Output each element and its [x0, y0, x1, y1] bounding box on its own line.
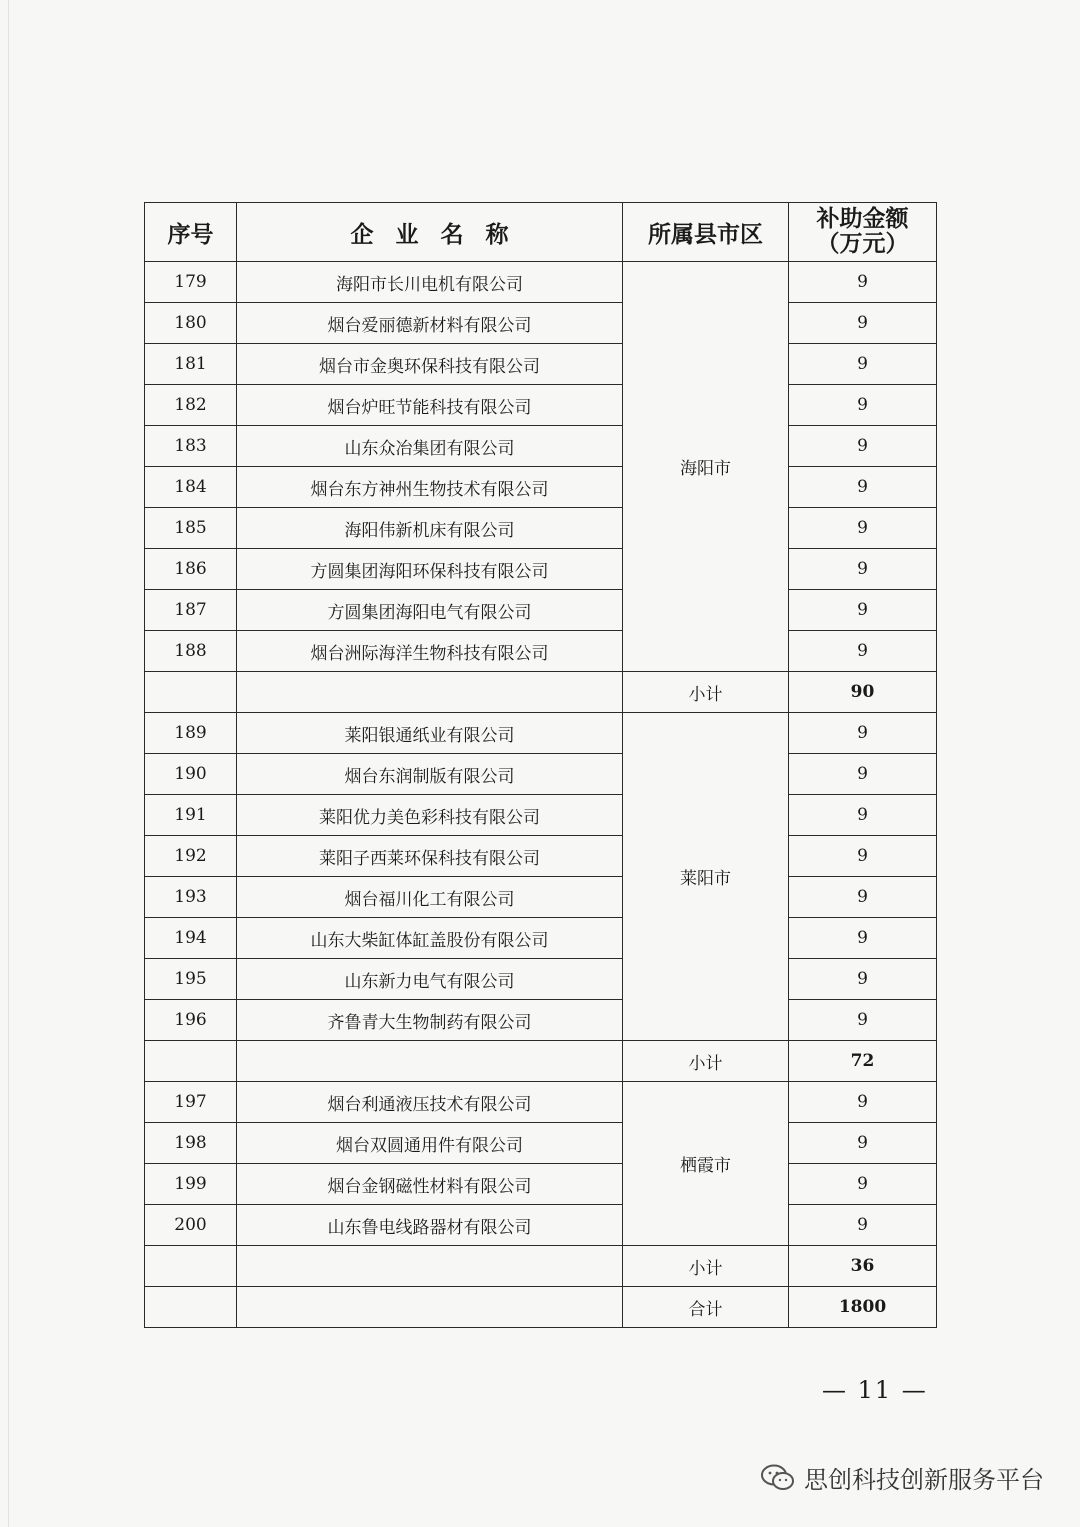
subtotal-blank-seq — [145, 1246, 237, 1287]
row-amount: 9 — [789, 1123, 937, 1164]
watermark-text: 思创科技创新服务平台 — [804, 1466, 1044, 1494]
total-blank-seq — [145, 1287, 237, 1328]
table-row — [145, 262, 937, 303]
row-seq: 179 — [145, 262, 237, 303]
table-row — [145, 467, 937, 508]
row-amount: 9 — [789, 877, 937, 918]
row-company-name: 齐鲁青大生物制药有限公司 — [237, 1000, 623, 1041]
row-amount: 9 — [789, 836, 937, 877]
row-amount: 9 — [789, 1164, 937, 1205]
row-seq: 197 — [145, 1082, 237, 1123]
table-row — [145, 1123, 937, 1164]
table-row — [145, 836, 937, 877]
row-company-name: 山东众冶集团有限公司 — [237, 426, 623, 467]
row-company-name: 山东鲁电线路器材有限公司 — [237, 1205, 623, 1246]
table-row — [145, 959, 937, 1000]
row-amount: 9 — [789, 1000, 937, 1041]
total-label: 合计 — [623, 1287, 789, 1328]
subtotal-label: 小计 — [623, 1246, 789, 1287]
wechat-icon — [760, 1463, 796, 1493]
table-row — [145, 508, 937, 549]
subtotal-blank-name — [237, 1041, 623, 1082]
row-seq: 180 — [145, 303, 237, 344]
row-amount: 9 — [789, 549, 937, 590]
subtotal-blank-name — [237, 672, 623, 713]
row-county: 海阳市 — [623, 262, 789, 672]
row-company-name: 海阳市长川电机有限公司 — [237, 262, 623, 303]
row-seq: 198 — [145, 1123, 237, 1164]
header-amount — [789, 203, 937, 262]
row-amount: 9 — [789, 467, 937, 508]
total-row — [145, 1287, 937, 1328]
row-amount: 9 — [789, 426, 937, 467]
table-row — [145, 426, 937, 467]
row-amount: 9 — [789, 754, 937, 795]
row-seq: 183 — [145, 426, 237, 467]
row-company-name: 方圆集团海阳电气有限公司 — [237, 590, 623, 631]
header-row — [145, 203, 937, 262]
table-row — [145, 877, 937, 918]
row-company-name: 莱阳优力美色彩科技有限公司 — [237, 795, 623, 836]
subtotal-blank-seq — [145, 672, 237, 713]
row-amount: 9 — [789, 262, 937, 303]
row-company-name: 烟台洲际海洋生物科技有限公司 — [237, 631, 623, 672]
table-row — [145, 1000, 937, 1041]
header-seq: 序号 — [145, 203, 237, 262]
row-seq: 189 — [145, 713, 237, 754]
row-company-name: 莱阳子西莱环保科技有限公司 — [237, 836, 623, 877]
row-amount: 9 — [789, 713, 937, 754]
row-company-name: 烟台福川化工有限公司 — [237, 877, 623, 918]
subtotal-blank-name — [237, 1246, 623, 1287]
header-amount-line2: （万元） — [816, 231, 909, 257]
table-row — [145, 385, 937, 426]
table-row — [145, 590, 937, 631]
table-row — [145, 1164, 937, 1205]
row-amount: 9 — [789, 795, 937, 836]
row-company-name: 莱阳银通纸业有限公司 — [237, 713, 623, 754]
row-amount: 9 — [789, 303, 937, 344]
header-name — [237, 203, 623, 262]
total-blank-name — [237, 1287, 623, 1328]
table-row — [145, 303, 937, 344]
row-amount: 9 — [789, 1082, 937, 1123]
table-row — [145, 918, 937, 959]
watermark — [760, 1460, 1044, 1495]
row-company-name: 烟台市金奥环保科技有限公司 — [237, 344, 623, 385]
row-seq: 187 — [145, 590, 237, 631]
row-seq: 194 — [145, 918, 237, 959]
table-row — [145, 754, 937, 795]
row-seq: 184 — [145, 467, 237, 508]
total-value: 1800 — [789, 1287, 937, 1328]
row-company-name: 海阳伟新机床有限公司 — [237, 508, 623, 549]
row-amount: 9 — [789, 590, 937, 631]
table-row — [145, 1082, 937, 1123]
row-county: 栖霞市 — [623, 1082, 789, 1246]
row-seq: 185 — [145, 508, 237, 549]
row-amount: 9 — [789, 385, 937, 426]
subtotal-value: 72 — [789, 1041, 937, 1082]
table-row — [145, 549, 937, 590]
subtotal-row — [145, 1246, 937, 1287]
subtotal-label: 小计 — [623, 1041, 789, 1082]
row-seq: 190 — [145, 754, 237, 795]
row-company-name: 烟台东润制版有限公司 — [237, 754, 623, 795]
row-company-name: 烟台利通液压技术有限公司 — [237, 1082, 623, 1123]
table-row — [145, 713, 937, 754]
row-seq: 191 — [145, 795, 237, 836]
row-company-name: 烟台爱丽德新材料有限公司 — [237, 303, 623, 344]
page-edge — [8, 0, 9, 1527]
subsidy-table — [144, 202, 937, 1328]
row-seq: 193 — [145, 877, 237, 918]
header-county: 所属县市区 — [623, 203, 789, 262]
row-company-name: 烟台金钢磁性材料有限公司 — [237, 1164, 623, 1205]
row-amount: 9 — [789, 959, 937, 1000]
header-amount-line1: 补助金额 — [816, 206, 909, 232]
row-seq: 199 — [145, 1164, 237, 1205]
subtotal-value: 36 — [789, 1246, 937, 1287]
table-row — [145, 795, 937, 836]
page-number: — 11 — — [822, 1376, 928, 1404]
row-amount: 9 — [789, 918, 937, 959]
row-company-name: 烟台双圆通用件有限公司 — [237, 1123, 623, 1164]
row-seq: 188 — [145, 631, 237, 672]
row-company-name: 山东新力电气有限公司 — [237, 959, 623, 1000]
header-name-text: 企业名称 — [350, 221, 531, 248]
row-seq: 195 — [145, 959, 237, 1000]
table-row — [145, 631, 937, 672]
subtotal-blank-seq — [145, 1041, 237, 1082]
row-amount: 9 — [789, 508, 937, 549]
subtotal-row — [145, 1041, 937, 1082]
row-company-name: 烟台东方神州生物技术有限公司 — [237, 467, 623, 508]
row-county: 莱阳市 — [623, 713, 789, 1041]
table-row — [145, 344, 937, 385]
subtotal-value: 90 — [789, 672, 937, 713]
row-seq: 196 — [145, 1000, 237, 1041]
row-seq: 181 — [145, 344, 237, 385]
row-seq: 200 — [145, 1205, 237, 1246]
row-company-name: 山东大柴缸体缸盖股份有限公司 — [237, 918, 623, 959]
subtotal-row — [145, 672, 937, 713]
row-amount: 9 — [789, 1205, 937, 1246]
table-body — [145, 262, 937, 1328]
table-row — [145, 1205, 937, 1246]
row-company-name: 方圆集团海阳环保科技有限公司 — [237, 549, 623, 590]
subtotal-label: 小计 — [623, 672, 789, 713]
row-seq: 182 — [145, 385, 237, 426]
row-amount: 9 — [789, 344, 937, 385]
row-amount: 9 — [789, 631, 937, 672]
row-seq: 192 — [145, 836, 237, 877]
row-seq: 186 — [145, 549, 237, 590]
row-company-name: 烟台炉旺节能科技有限公司 — [237, 385, 623, 426]
